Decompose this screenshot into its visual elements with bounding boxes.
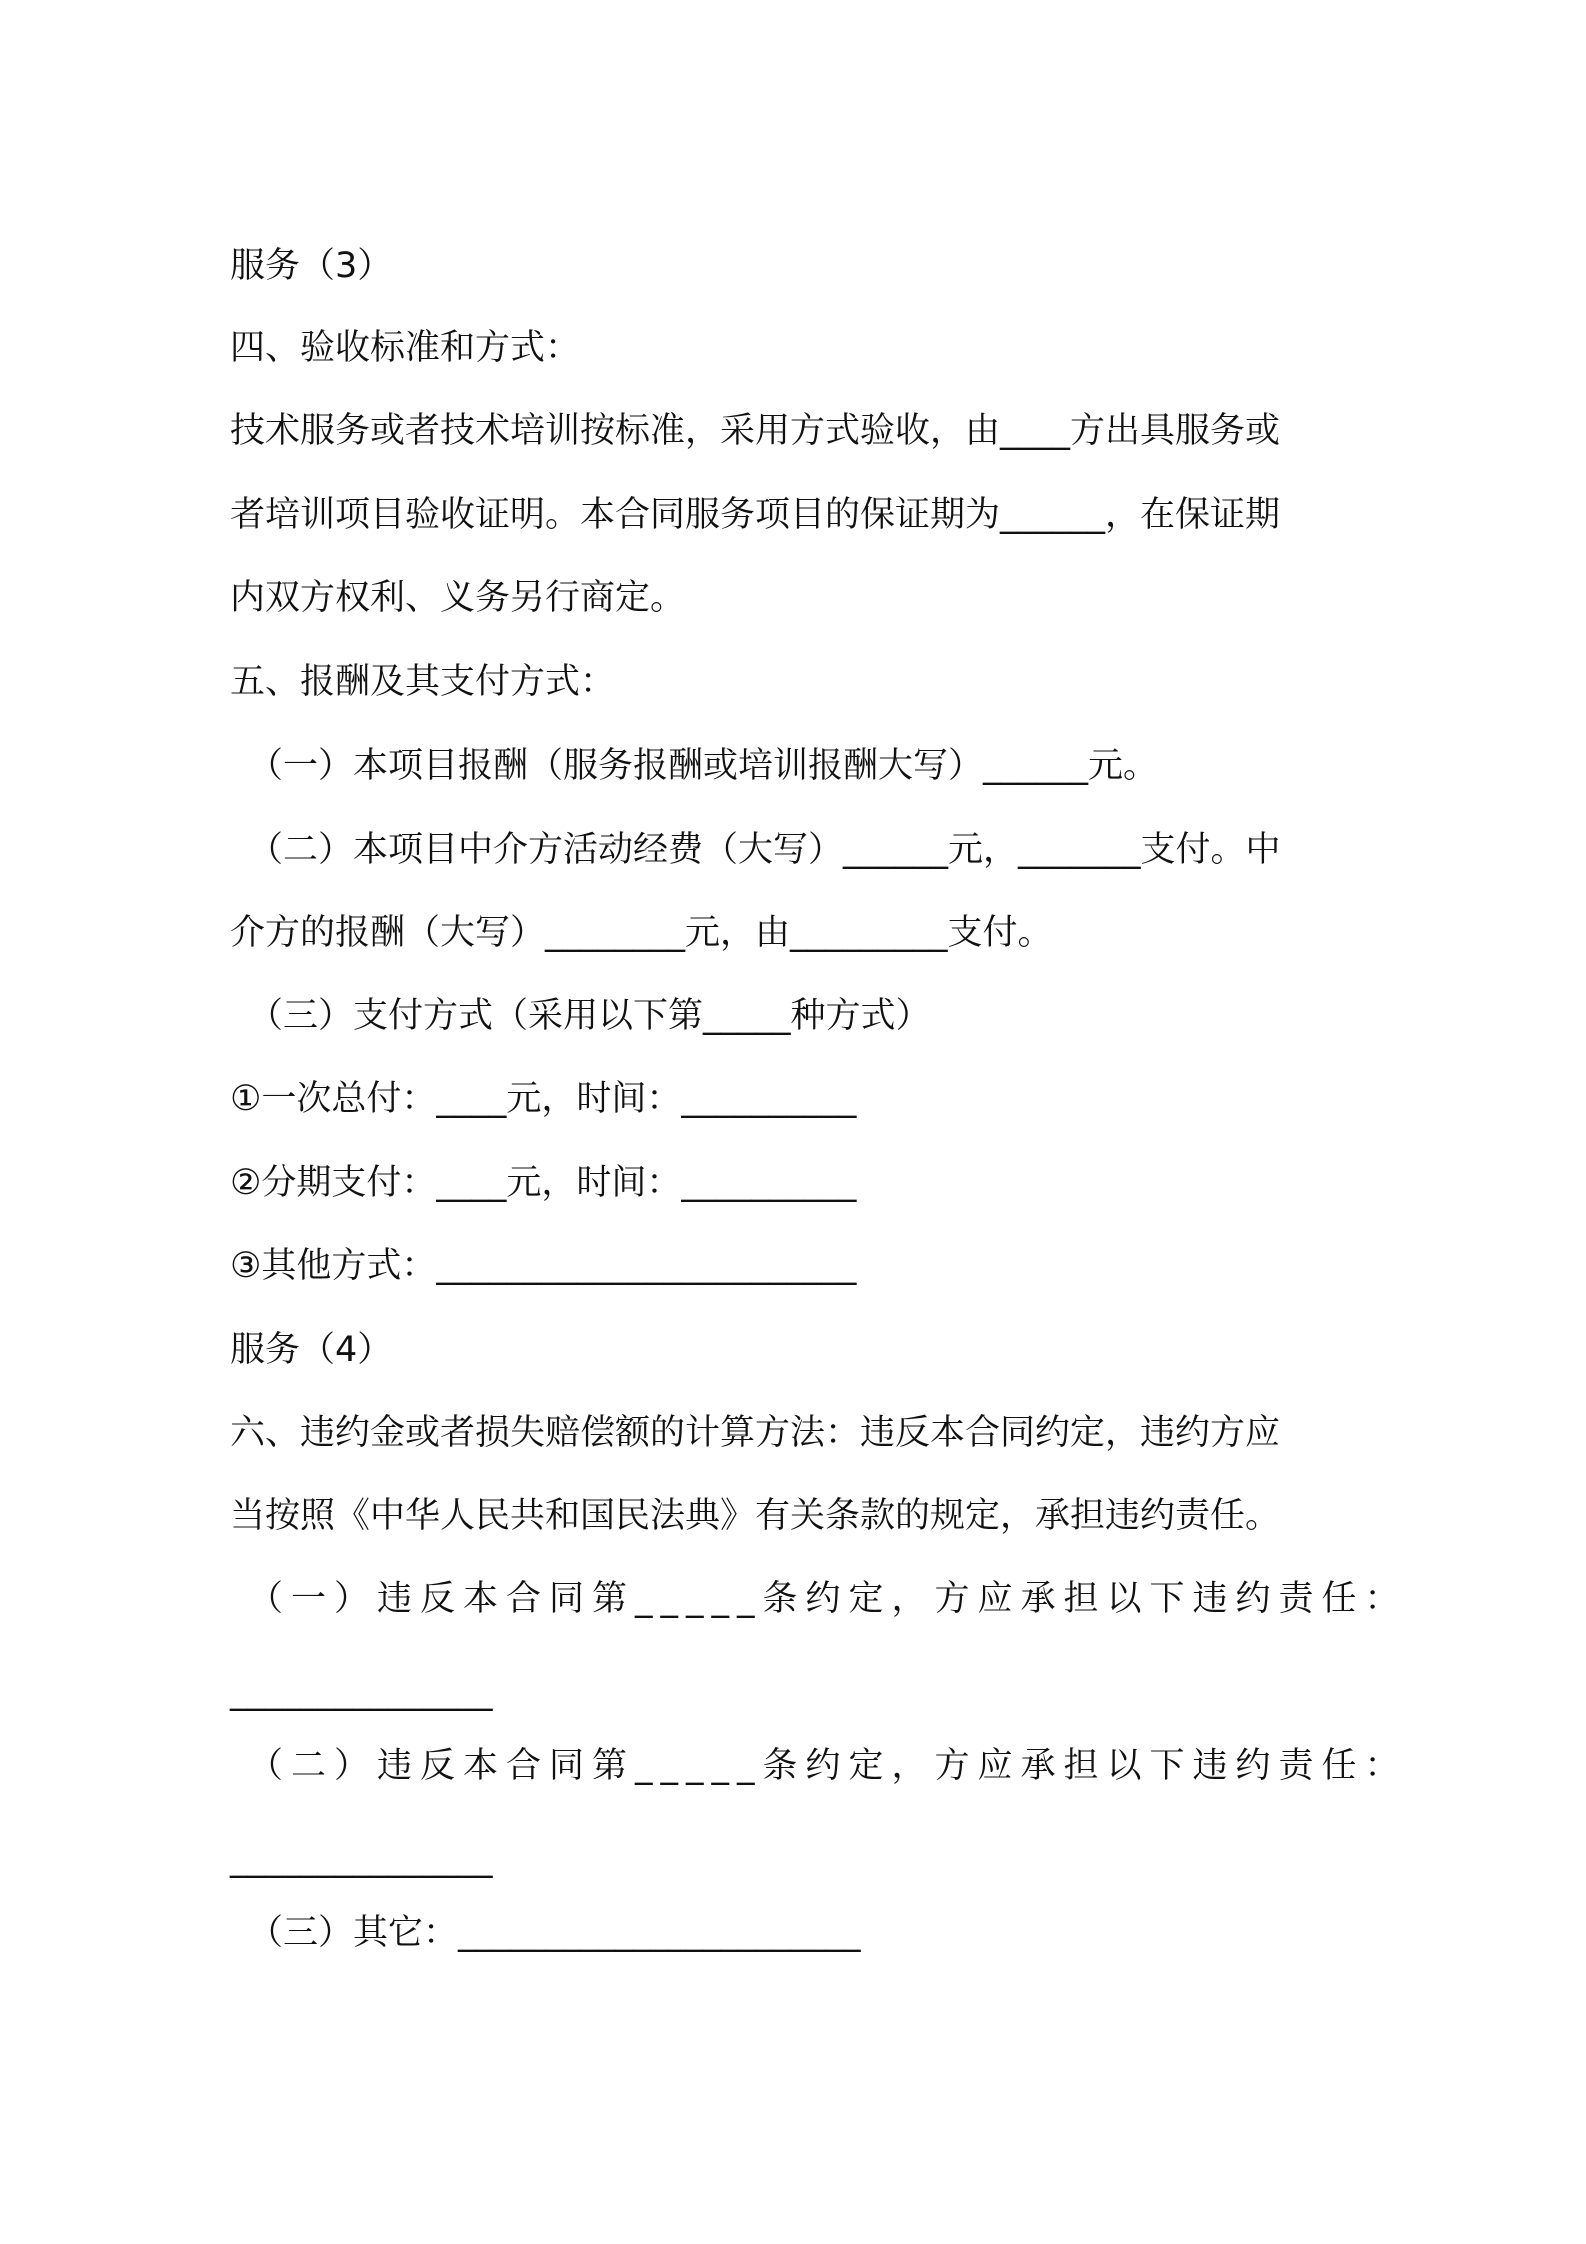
clause-line: （一）本项目报酬（服务报酬或培训报酬大写）______元。 [248, 746, 1159, 786]
section-heading-acceptance: 四、验收标准和方式： [230, 328, 581, 368]
clause-line: （二）违反本合同第_____条约定，方应承担以下违约责任： [248, 1746, 1408, 1786]
paragraph-line: 技术服务或者技术培训按标准，采用方式验收，由____方出具服务或 [230, 411, 1281, 451]
section-heading-service-4: 服务（4） [230, 1330, 393, 1370]
paragraph-line: 者培训项目验收证明。本合同服务项目的保证期为______，在保证期 [230, 495, 1281, 535]
paragraph-line: 内双方权利、义务另行商定。 [230, 578, 686, 618]
section-heading-penalty: 六、违约金或者损失赔偿额的计算方法：违反本合同约定，违约方应 [230, 1413, 1281, 1453]
clause-line: （三）支付方式（采用以下第_____种方式） [248, 996, 931, 1036]
clause-line: （二）本项目中介方活动经费（大写）______元，_______支付。中 [248, 830, 1281, 870]
payment-option-line: ③其他方式：________________________ [230, 1246, 857, 1286]
clause-line: （一）违反本合同第_____条约定，方应承担以下违约责任： [248, 1579, 1408, 1619]
payment-option-line: ②分期支付：____元，时间：__________ [230, 1163, 857, 1203]
blank-line: _______________ [230, 1672, 493, 1712]
blank-line: _______________ [230, 1839, 493, 1879]
section-heading-service-3: 服务（3） [230, 246, 393, 286]
section-heading-payment: 五、报酬及其支付方式： [230, 662, 616, 702]
clause-line: 介方的报酬（大写）________元，由_________支付。 [230, 913, 1053, 953]
payment-option-line: ①一次总付：____元，时间：__________ [230, 1079, 857, 1119]
clause-line: （三）其它：_______________________ [248, 1913, 861, 1953]
paragraph-line: 当按照《中华人民共和国民法典》有关条款的规定，承担违约责任。 [230, 1496, 1281, 1536]
